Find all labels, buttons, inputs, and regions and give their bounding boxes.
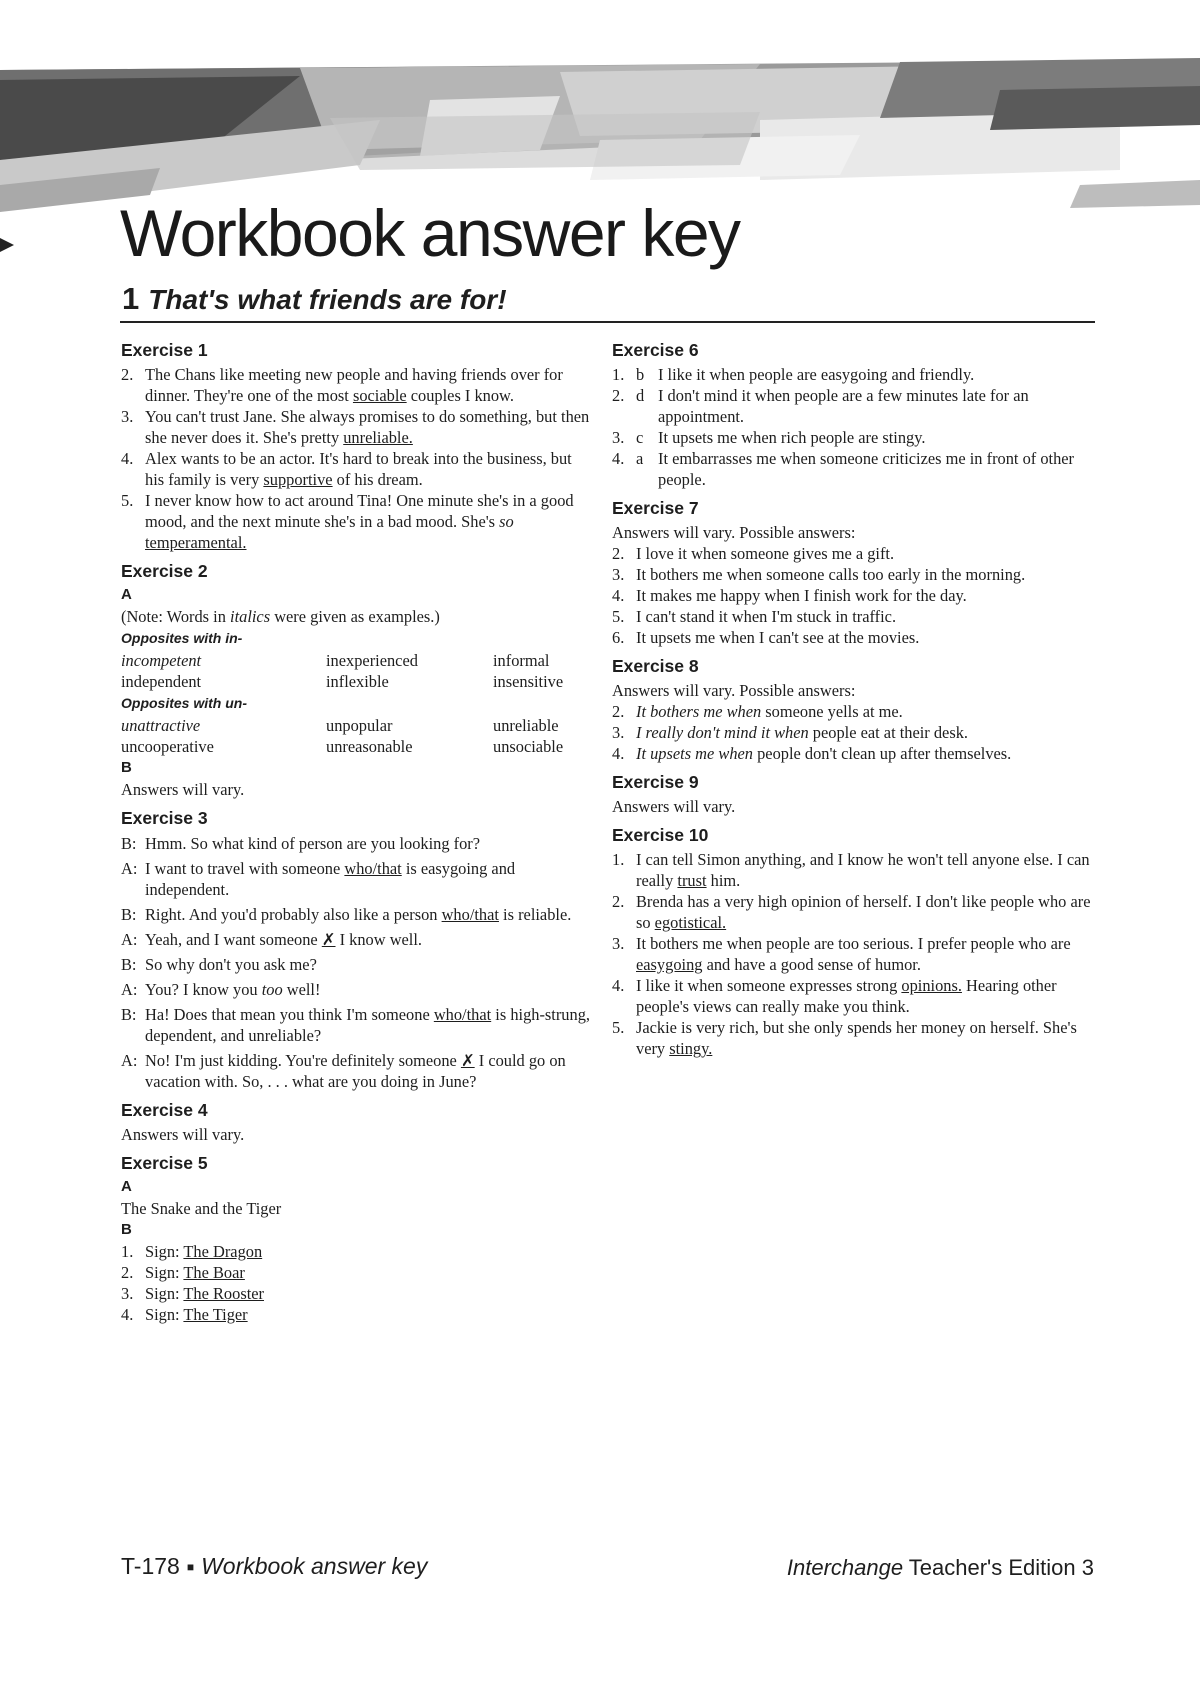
exercise-9-heading: Exercise 9: [612, 772, 699, 792]
word: unreliable: [493, 716, 559, 735]
ex10-item-2: 2. Brenda has a very high opinion of herself. I don't like people who are so egotistical.: [612, 892, 1091, 932]
page-number: T-178: [121, 1553, 180, 1579]
ex2-note: (Note: Words in italics were given as examples.): [121, 607, 440, 626]
word: unattractive: [121, 716, 201, 735]
ex2-un-words: [121, 715, 591, 757]
ex7-intro: Answers will vary. Possible answers:: [612, 523, 856, 542]
word: insensitive: [493, 672, 564, 691]
ex1-item-2: 2. The Chans like meeting new people and having friends over for dinner. They're one of the most sociable couples I know.: [121, 365, 563, 405]
ex9-text: Answers will vary.: [612, 797, 736, 816]
ex7-item: 6. It upsets me when I can't see at the movies.: [612, 628, 920, 647]
footer-section: Workbook answer key: [201, 1553, 428, 1579]
word: inexperienced: [326, 651, 418, 670]
ex5-item: 1. Sign: The Dragon: [121, 1242, 263, 1261]
brand-name: Interchange: [786, 1555, 904, 1580]
ex5-part-a: A: [121, 1178, 132, 1195]
ex2-in-heading: Opposites with in-: [121, 630, 243, 646]
ex5-item: 4. Sign: The Tiger: [121, 1305, 248, 1324]
ex2-part-b: B: [121, 759, 132, 776]
exercise-1-heading: Exercise 1: [121, 340, 208, 360]
ex8-item: 3. I really don't mind it when people eat at their desk.: [612, 723, 968, 742]
unit-heading: [122, 283, 507, 314]
word: incompetent: [121, 651, 202, 670]
exercise-8-heading: Exercise 8: [612, 656, 699, 676]
footer-book-title: [787, 1555, 1094, 1581]
ex10-item-1: 1. I can tell Simon anything, and I know he won't tell anyone else. I can really trust him.: [612, 850, 1090, 890]
ex2-in-words: [121, 650, 591, 692]
ex6-item: 4. a It embarrasses me when someone criticizes me in front of other people.: [612, 449, 1074, 489]
word: unreasonable: [326, 737, 413, 756]
ex5-a-text: The Snake and the Tiger: [121, 1199, 282, 1218]
header-rule: [120, 321, 1095, 323]
x-mark-icon: ✗: [460, 1051, 475, 1070]
ex10-item-5: 5. Jackie is very rich, but she only spends her money on herself. She's very stingy.: [612, 1018, 1077, 1058]
ex3-line-5: B: So why don't you ask me?: [121, 955, 317, 974]
ex1-item-3: 3. You can't trust Jane. She always promises to do something, but then she never does it. She's pretty unreliable.: [121, 407, 590, 447]
ex10-item-4: 4. I like it when someone expresses strong opinions. Hearing other people's views can really make you think.: [612, 976, 1057, 1016]
edition-label: Teacher's Edition 3: [903, 1555, 1094, 1580]
ex6-item: 1. b I like it when people are easygoing and friendly.: [612, 365, 975, 384]
ex8-item: 4. It upsets me when people don't clean up after themselves.: [612, 744, 1012, 763]
header-banner: [0, 0, 1200, 215]
word: independent: [121, 672, 202, 691]
right-column: [612, 338, 1096, 1059]
ex3-line-7: B: Ha! Does that mean you think I'm someone who/that is high-strung, dependent, and unreliable?: [121, 1005, 590, 1045]
ex2-part-a: A: [121, 586, 132, 603]
word: inflexible: [326, 672, 389, 691]
page-title: Workbook answer key: [120, 196, 740, 270]
bullet-icon: ■: [186, 1560, 195, 1574]
exercise-2-heading: Exercise 2: [121, 561, 208, 581]
left-column: [121, 338, 591, 1325]
exercise-7-heading: Exercise 7: [612, 498, 699, 518]
ex3-line-3: B: Right. And you'd probably also like a person who/that is reliable.: [121, 905, 572, 924]
ex3-line-1: B: Hmm. So what kind of person are you looking for?: [121, 834, 481, 853]
ex6-item: 3. c It upsets me when rich people are stingy.: [612, 428, 926, 447]
ex5-item: 2. Sign: The Boar: [121, 1263, 245, 1282]
ex7-item: 3. It bothers me when someone calls too early in the morning.: [612, 565, 1026, 584]
ex7-item: 4. It makes me happy when I finish work for the day.: [612, 586, 967, 605]
ex2-un-heading: Opposites with un-: [121, 695, 247, 711]
ex6-item: 2. d I don't mind it when people are a few minutes late for an appointment.: [612, 386, 1029, 426]
exercise-6-heading: Exercise 6: [612, 340, 699, 360]
word: unpopular: [326, 716, 393, 735]
ex8-intro: Answers will vary. Possible answers:: [612, 681, 856, 700]
exercise-3-heading: Exercise 3: [121, 808, 208, 828]
footer-page-label: [121, 1553, 427, 1580]
ex3-line-2: A: I want to travel with someone who/that is easygoing and independent.: [121, 859, 516, 899]
ex7-item: 2. I love it when someone gives me a gift.: [612, 544, 895, 563]
ex4-text: Answers will vary.: [121, 1125, 245, 1144]
exercise-5-heading: Exercise 5: [121, 1153, 208, 1173]
exercise-10-heading: Exercise 10: [612, 825, 709, 845]
ex7-item: 5. I can't stand it when I'm stuck in traffic.: [612, 607, 897, 626]
ex1-item-4: 4. Alex wants to be an actor. It's hard to break into the business, but his family is very supportive of his dream.: [121, 449, 572, 489]
ex10-item-3: 3. It bothers me when people are too serious. I prefer people who are easygoing and have a good sense of humor.: [612, 934, 1071, 974]
unit-title: That's what friends are for!: [148, 284, 507, 315]
ex3-line-4: A: Yeah, and I want someone ✗ I know well.: [121, 930, 423, 949]
ex5-part-b: B: [121, 1221, 132, 1238]
unit-number: 1: [122, 281, 140, 316]
exercise-4-heading: Exercise 4: [121, 1100, 208, 1120]
word: informal: [493, 651, 550, 670]
x-mark-icon: ✗: [321, 930, 336, 949]
word: unsociable: [493, 737, 564, 756]
ex8-item: 2. It bothers me when someone yells at me.: [612, 702, 903, 721]
word: uncooperative: [121, 737, 214, 756]
ex5-item: 3. Sign: The Rooster: [121, 1284, 264, 1303]
ex3-line-6: A: You? I know you too well!: [121, 980, 321, 999]
ex2-b-text: Answers will vary.: [121, 780, 245, 799]
page-marker-arrow: [0, 238, 14, 252]
ex1-item-5: 5. I never know how to act around Tina! One minute she's in a good mood, and the next minute she's in a bad mood. She's so temperamental.: [121, 491, 574, 552]
ex3-line-8: A: No! I'm just kidding. You're definitely someone ✗ I could go on vacation with. So, . . . what are you doing in June?: [121, 1051, 566, 1091]
